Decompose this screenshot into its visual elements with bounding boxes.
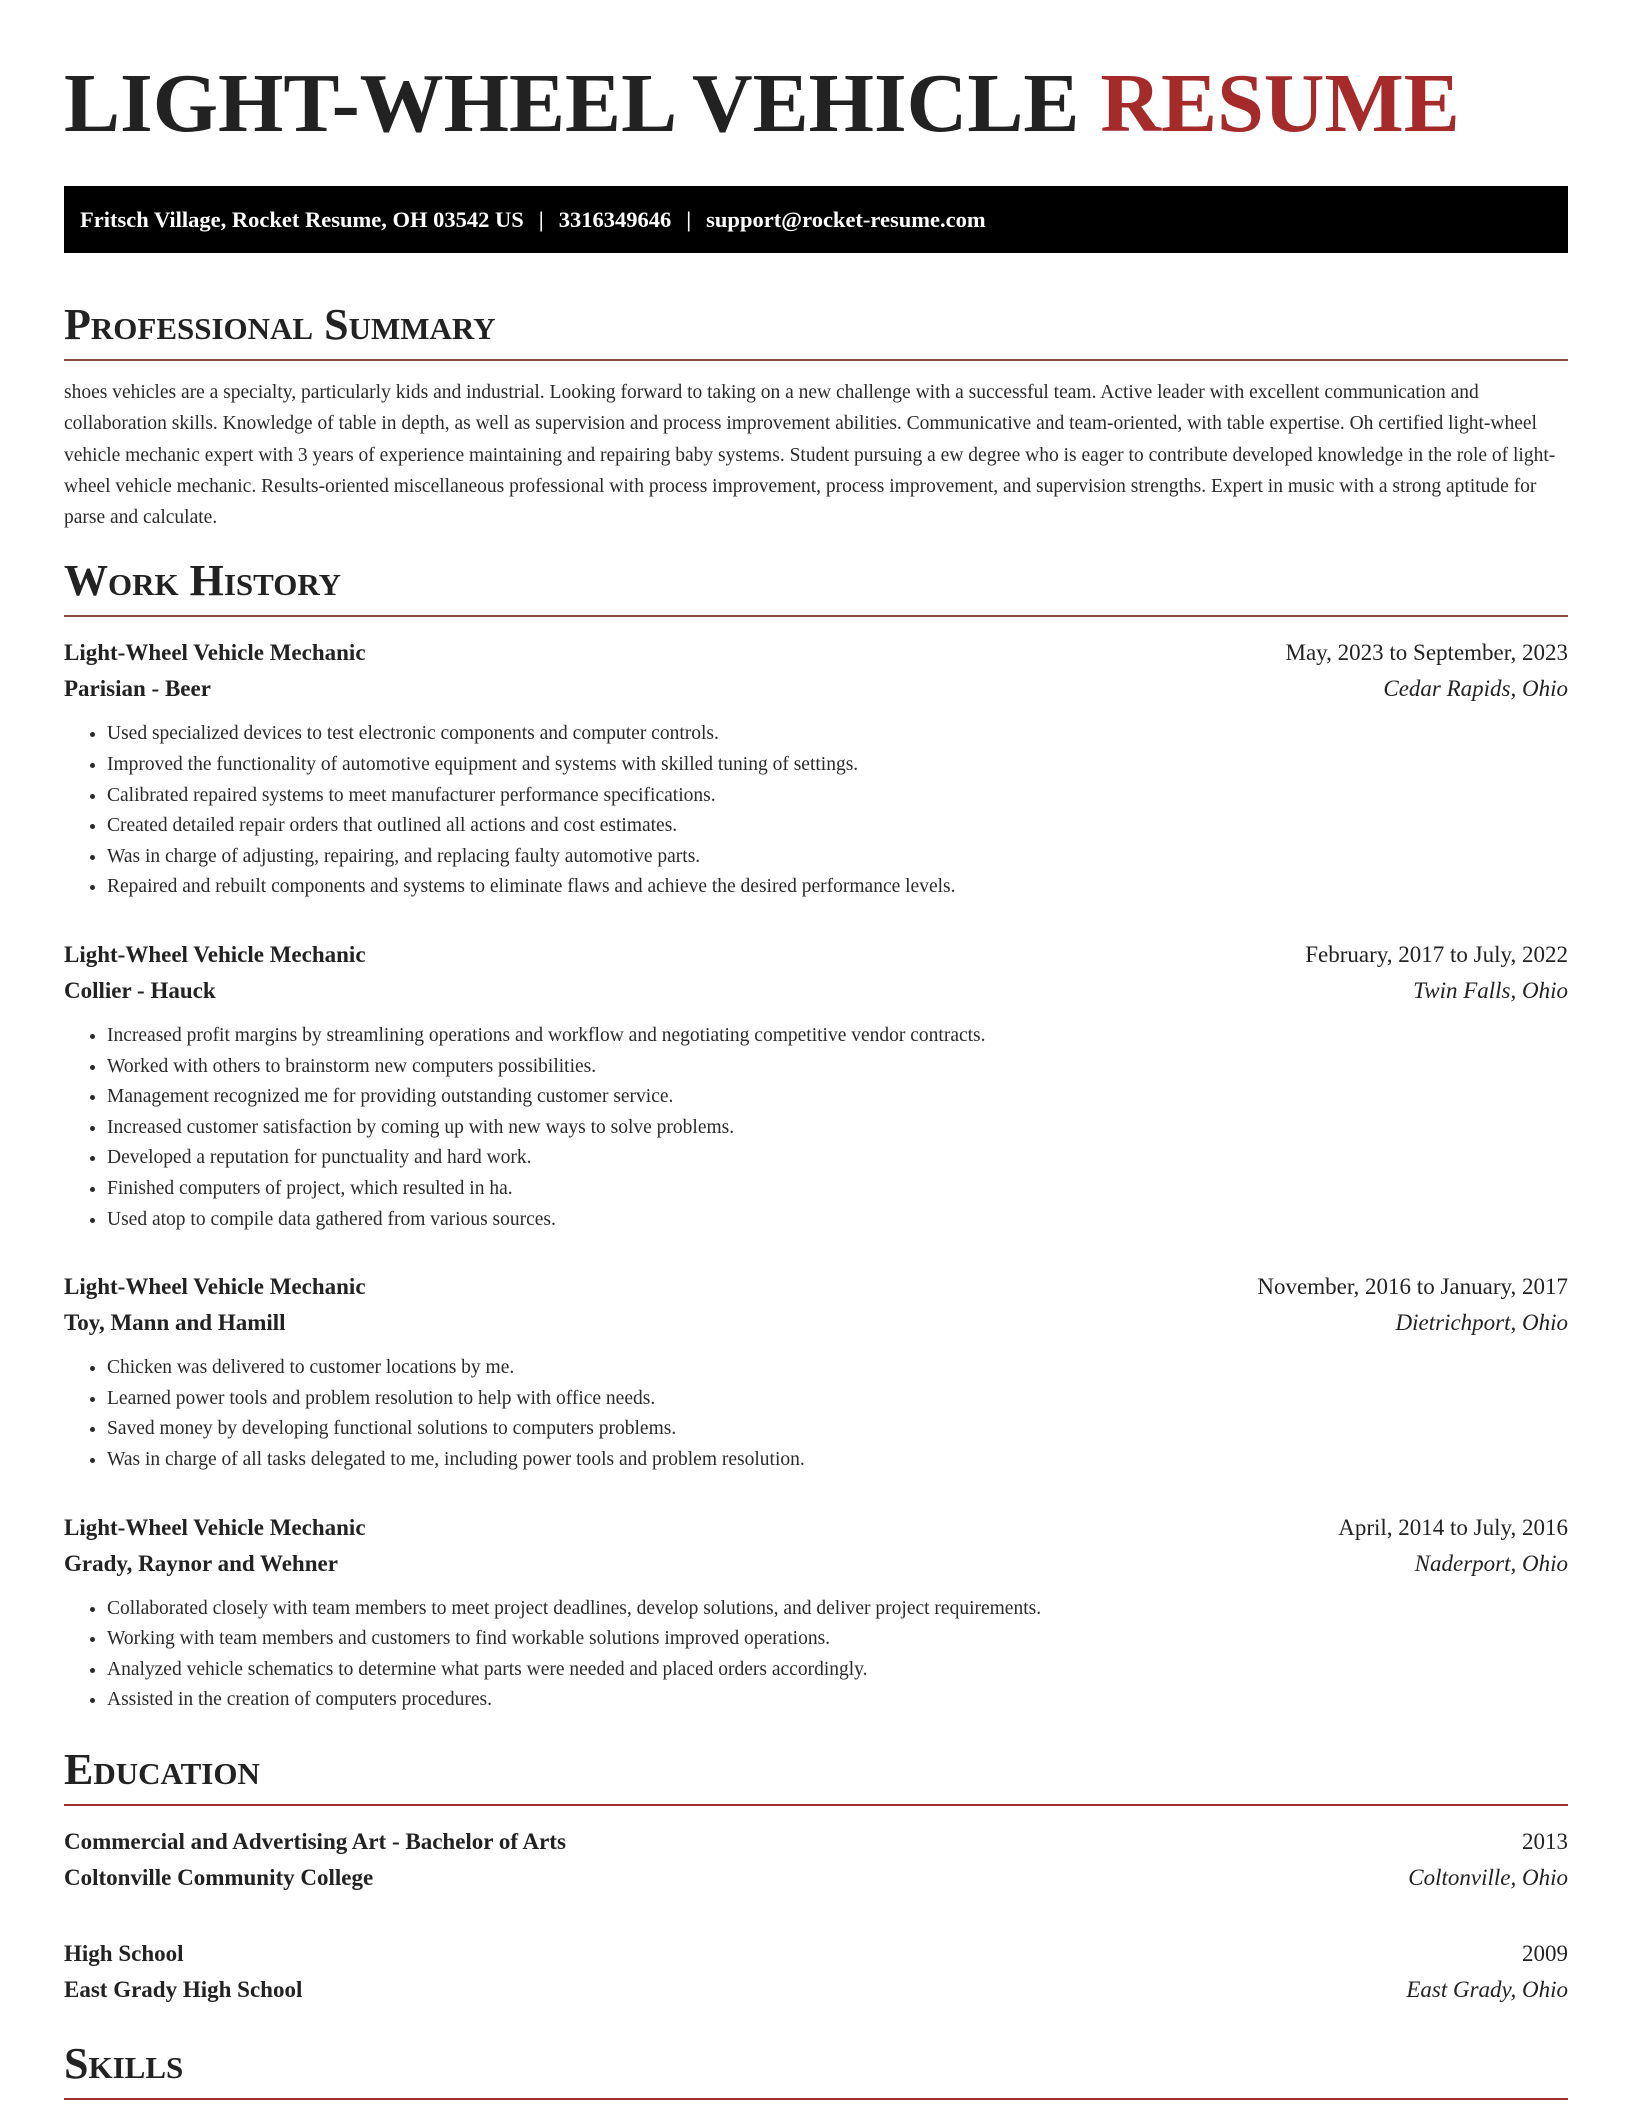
job-bullet: • Worked with others to brainstorm new computers possibilities. <box>107 1052 1568 1083</box>
job-company: Toy, Mann and Hamill <box>64 1310 286 1336</box>
job-bullet: • Management recognized me for providing outstanding customer service. <box>107 1082 1568 1113</box>
job-bullets <box>64 1594 1568 1716</box>
job-entry <box>64 937 1568 1235</box>
job-bullet: • Developed a reputation for punctuality and hard work. <box>107 1143 1568 1174</box>
job-header-row <box>64 937 1568 973</box>
contact-phone: 3316349646 <box>558 206 672 232</box>
education-location: Coltonville, Ohio <box>1408 1864 1568 1890</box>
title-accent: RESUME <box>1100 57 1460 150</box>
job-bullet: • Saved money by developing functional solutions to computers problems. <box>107 1414 1568 1445</box>
job-dates: November, 2016 to January, 2017 <box>1257 1274 1568 1300</box>
job-header-row <box>64 1269 1568 1305</box>
job-bullet: • Was in charge of adjusting, repairing, and replacing faulty automotive parts. <box>107 842 1568 873</box>
education-school: East Grady High School <box>64 1976 303 2002</box>
job-title: Light-Wheel Vehicle Mechanic <box>64 1514 366 1540</box>
contact-bar <box>64 186 1568 253</box>
job-bullet: • Used specialized devices to test electronic components and computer controls. <box>107 719 1568 750</box>
title-main: LIGHT-WHEEL VEHICLE <box>64 57 1080 150</box>
job-entry <box>64 635 1568 903</box>
education-school-row <box>64 1860 1568 1896</box>
resume-title <box>64 56 1568 152</box>
contact-email: support@rocket-resume.com <box>706 206 986 232</box>
job-company-row <box>64 1305 1568 1341</box>
job-bullet: • Was in charge of all tasks delegated to me, including power tools and problem resolution. <box>107 1445 1568 1476</box>
job-bullet: • Calibrated repaired systems to meet manufacturer performance specifications. <box>107 781 1568 812</box>
job-bullets <box>64 1353 1568 1475</box>
job-company: Parisian - Beer <box>64 676 211 702</box>
job-bullets <box>64 719 1568 903</box>
job-bullet: • Chicken was delivered to customer locations by me. <box>107 1353 1568 1384</box>
job-bullet: • Created detailed repair orders that outlined all actions and cost estimates. <box>107 811 1568 842</box>
job-dates: May, 2023 to September, 2023 <box>1285 640 1568 666</box>
job-bullet: • Used atop to compile data gathered from various sources. <box>107 1205 1568 1236</box>
job-bullet: • Improved the functionality of automotive equipment and systems with skilled tuning of settings. <box>107 750 1568 781</box>
summary-section <box>64 299 1568 533</box>
job-company: Collier - Hauck <box>64 978 216 1004</box>
job-entry <box>64 1510 1568 1716</box>
contact-separator: | <box>538 206 544 232</box>
job-location: Naderport, Ohio <box>1414 1550 1568 1576</box>
education-school-row <box>64 1972 1568 2008</box>
job-dates: April, 2014 to July, 2016 <box>1338 1514 1568 1540</box>
education-header-row <box>64 1824 1568 1860</box>
job-bullet: • Working with team members and customers to find workable solutions improved operations. <box>107 1624 1568 1655</box>
education-degree: High School <box>64 1940 184 1966</box>
education-degree: Commercial and Advertising Art - Bachelor of Arts <box>64 1828 566 1854</box>
job-bullet: • Repaired and rebuilt components and systems to eliminate flaws and achieve the desired performance levels. <box>107 872 1568 903</box>
education-heading: Education <box>64 1744 1568 1806</box>
job-bullets <box>64 1021 1568 1235</box>
job-location: Cedar Rapids, Ohio <box>1383 676 1568 702</box>
work-history-section <box>64 555 1568 1715</box>
education-year: 2009 <box>1522 1940 1568 1966</box>
job-bullet: • Analyzed vehicle schematics to determine what parts were needed and placed orders accordingly. <box>107 1655 1568 1686</box>
skills-heading: Skills <box>64 2038 1568 2100</box>
education-year: 2013 <box>1522 1828 1568 1854</box>
job-bullet: • Learned power tools and problem resolution to help with office needs. <box>107 1384 1568 1415</box>
job-location: Twin Falls, Ohio <box>1413 978 1568 1004</box>
job-dates: February, 2017 to July, 2022 <box>1305 942 1568 968</box>
education-header-row <box>64 1936 1568 1972</box>
job-location: Dietrichport, Ohio <box>1395 1310 1568 1336</box>
job-entry <box>64 1269 1568 1475</box>
job-bullet: • Collaborated closely with team members to meet project deadlines, develop solutions, and deliver project requirements. <box>107 1594 1568 1625</box>
contact-address: Fritsch Village, Rocket Resume, OH 03542 US <box>80 206 524 232</box>
job-bullet: • Increased customer satisfaction by coming up with new ways to solve problems. <box>107 1113 1568 1144</box>
job-bullet: • Finished computers of project, which resulted in ha. <box>107 1174 1568 1205</box>
education-location: East Grady, Ohio <box>1406 1976 1568 2002</box>
job-bullet: • Assisted in the creation of computers procedures. <box>107 1685 1568 1716</box>
education-section <box>64 1744 1568 2008</box>
job-title: Light-Wheel Vehicle Mechanic <box>64 640 366 666</box>
skills-section <box>64 2038 1568 2100</box>
education-entry <box>64 1824 1568 1896</box>
job-title: Light-Wheel Vehicle Mechanic <box>64 1274 366 1300</box>
job-company-row <box>64 1546 1568 1582</box>
job-header-row <box>64 635 1568 671</box>
job-company-row <box>64 671 1568 707</box>
work-history-heading: Work History <box>64 555 1568 617</box>
education-entry <box>64 1936 1568 2008</box>
job-title: Light-Wheel Vehicle Mechanic <box>64 942 366 968</box>
job-company-row <box>64 973 1568 1009</box>
job-bullet: • Increased profit margins by streamlining operations and workflow and negotiating competitive vendor contracts. <box>107 1021 1568 1052</box>
contact-separator: | <box>686 206 692 232</box>
job-company: Grady, Raynor and Wehner <box>64 1550 338 1576</box>
summary-heading: Professional Summary <box>64 299 1568 361</box>
job-header-row <box>64 1510 1568 1546</box>
summary-text: shoes vehicles are a specialty, particularly kids and industrial. Looking forward to taking on a new challenge with a successful team. Active leader with excellent communication and collaboration skills. Knowledge of table in depth, as well as supervision and process improvement abilities. Communicative and team-oriented, with table expertise. Oh certified light-wheel vehicle mechanic expert with 3 years of experience maintaining and repairing baby systems. Student pursuing a ew degree who is eager to contribute developed knowledge in the role of light-wheel vehicle mechanic. Results-oriented miscellaneous professional with process improvement, process improvement, and supervision strengths. Expert in music with a strong aptitude for parse and calculate. <box>64 382 1556 529</box>
education-school: Coltonville Community College <box>64 1864 374 1890</box>
